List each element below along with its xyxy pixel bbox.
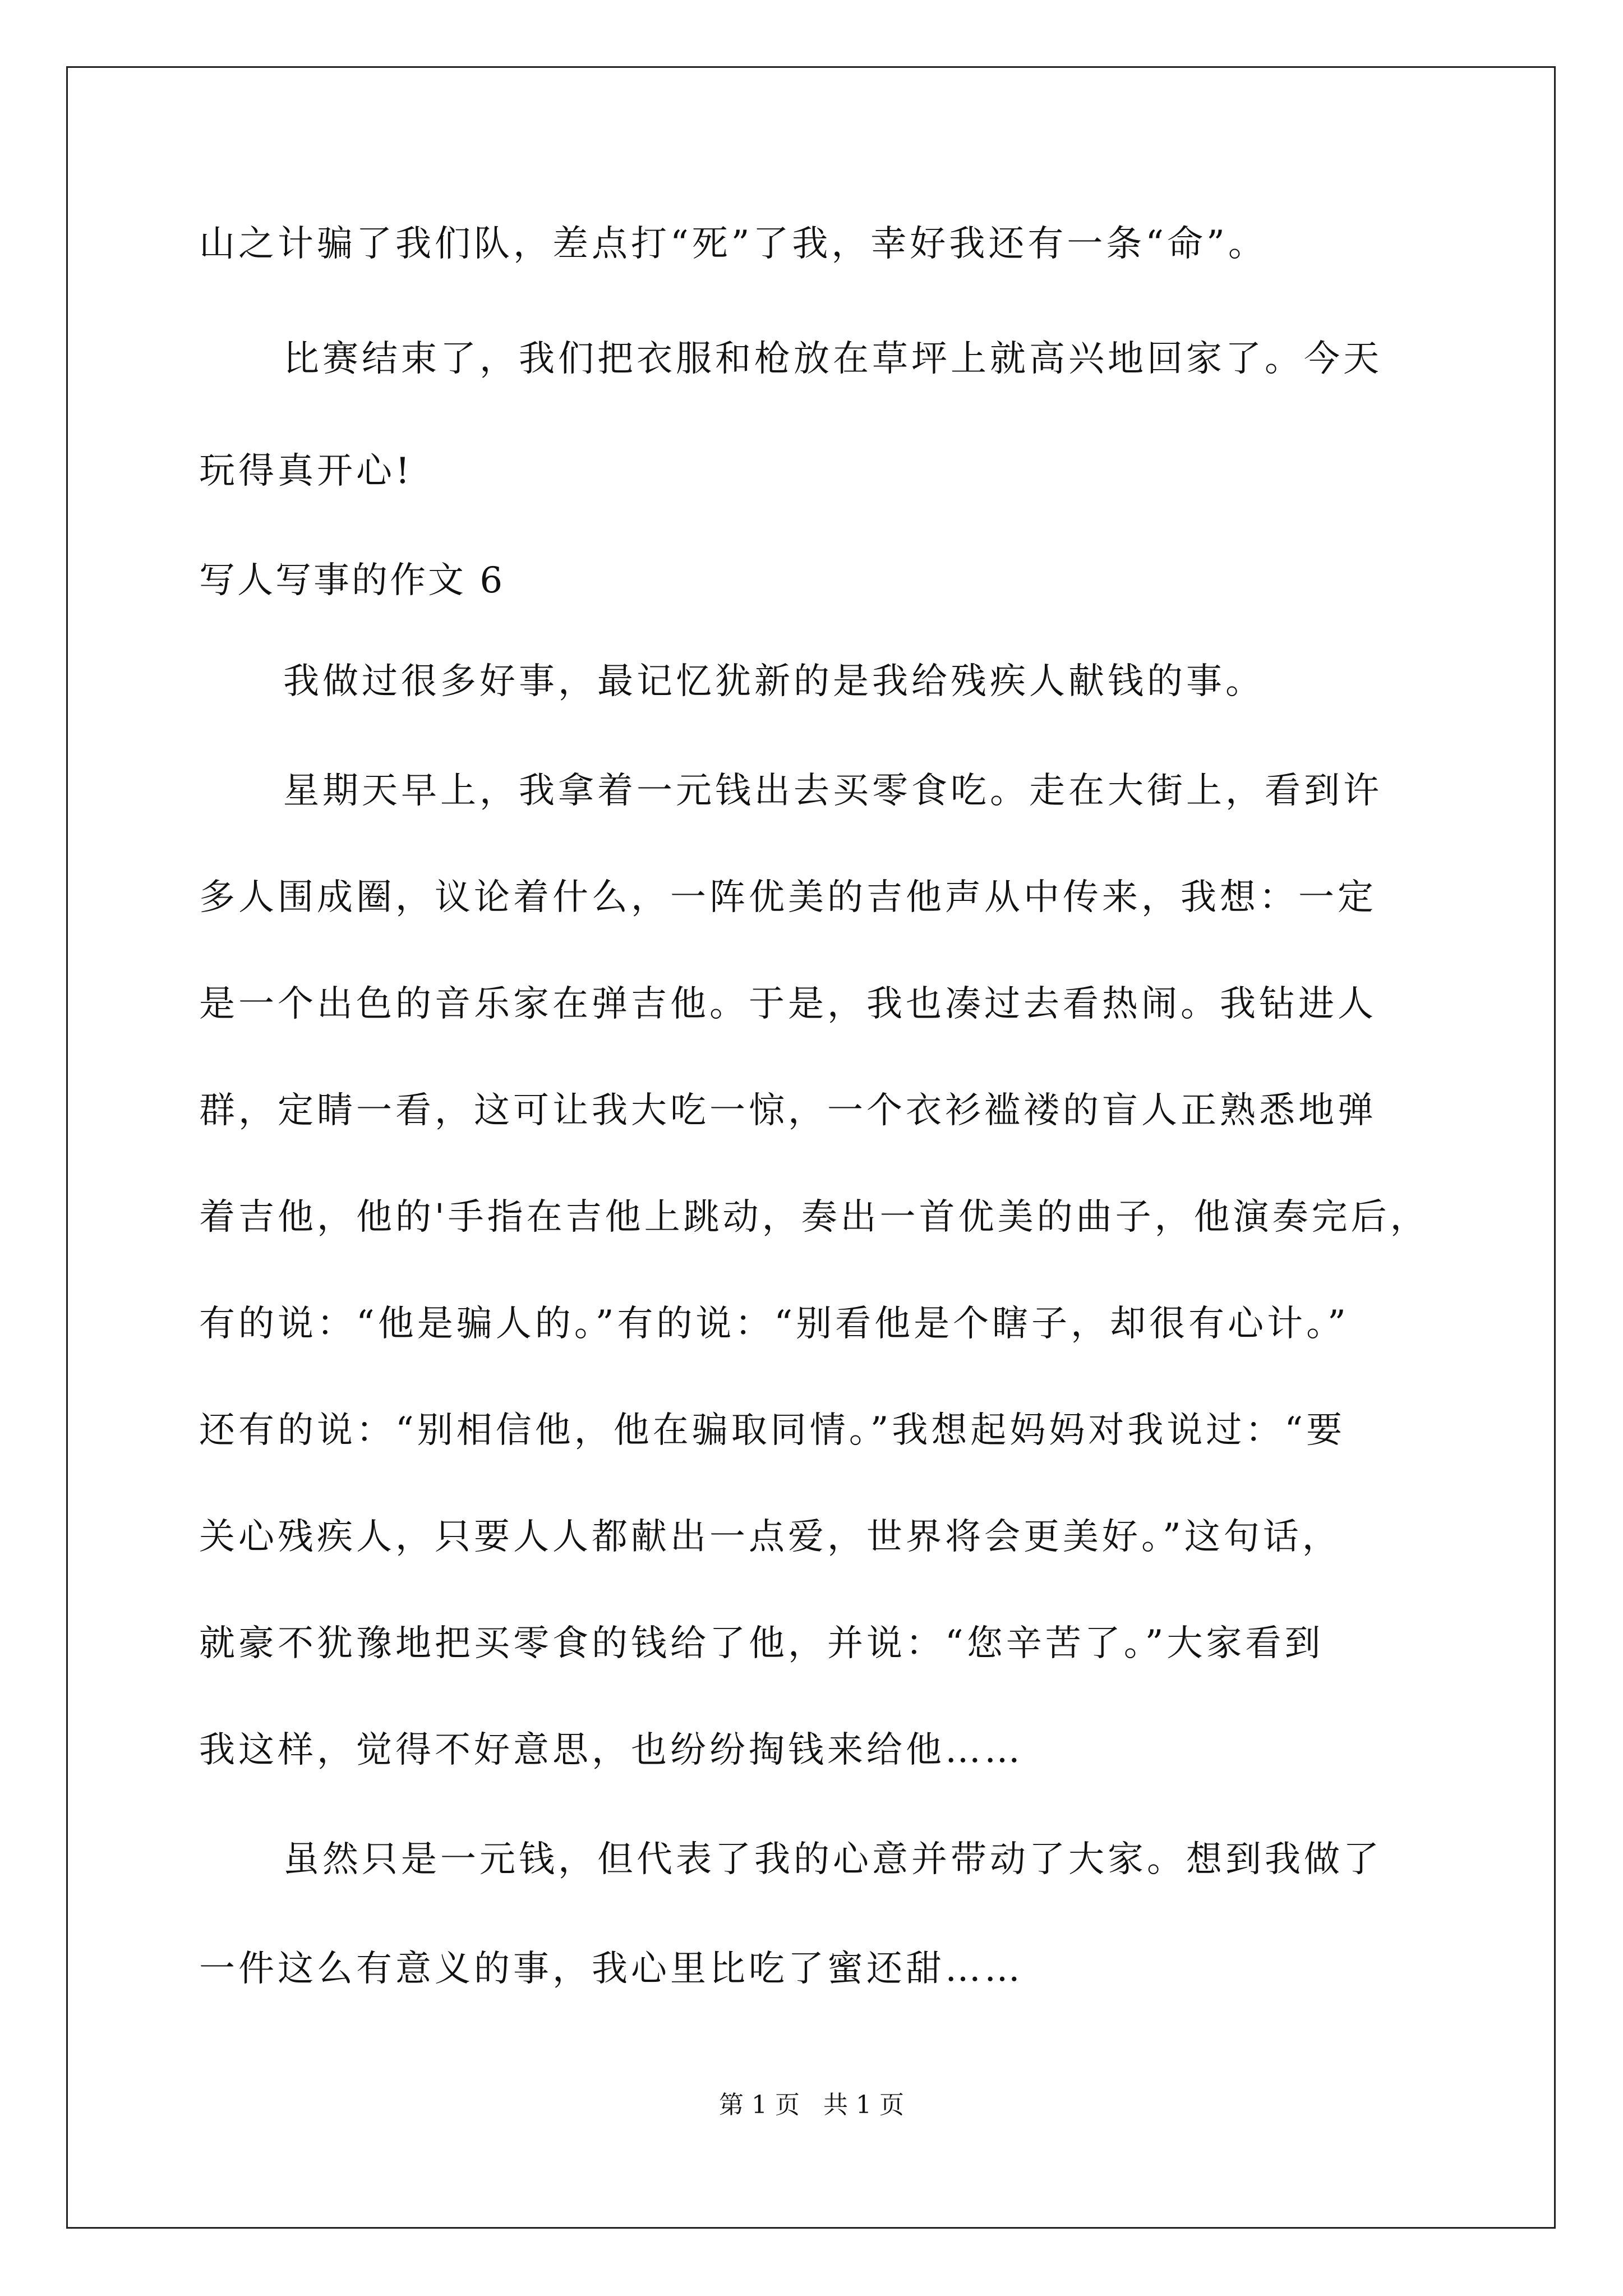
paragraph-line: 多人围成圈，议论着什么，一阵优美的吉他声从中传来，我想：一定 xyxy=(199,877,1377,918)
paragraph-line: 山之计骗了我们队，差点打“死”了我，幸好我还有一条“命”。 xyxy=(199,223,1267,265)
paragraph-line: 着吉他，他的'手指在吉他上跳动，奏出一首优美的曲子，他演奏完后， xyxy=(199,1197,1430,1238)
page-footer: 第 1 页 共 1 页 xyxy=(719,2091,904,2119)
page-border xyxy=(66,66,1556,2229)
paragraph-line: 我做过很多好事，最记忆犹新的是我给残疾人献钱的事。 xyxy=(283,661,1265,702)
paragraph-line: 有的说：“他是骗人的。”有的说：“别看他是个瞎子，却很有心计。” xyxy=(199,1303,1349,1345)
paragraph-line: 就豪不犹豫地把买零食的钱给了他，并说：“您辛苦了。”大家看到 xyxy=(199,1623,1324,1664)
paragraph-line: 是一个出色的音乐家在弹吉他。于是，我也凑过去看热闹。我钻进人 xyxy=(199,983,1377,1025)
paragraph-line: 星期天早上，我拿着一元钱出去买零食吃。走在大街上，看到许 xyxy=(283,770,1382,812)
section-heading: 写人写事的作文 6 xyxy=(199,560,505,601)
paragraph-line: 关心残疾人，只要人人都献出一点爱，世界将会更美好。”这句话， xyxy=(199,1516,1341,1558)
paragraph-line: 群，定睛一看，这可让我大吃一惊，一个衣衫褴褛的盲人正熟悉地弹 xyxy=(199,1090,1377,1131)
paragraph-line: 比赛结束了，我们把衣服和枪放在草坪上就高兴地回家了。今天 xyxy=(283,338,1382,380)
paragraph-line: 玩得真开心! xyxy=(199,450,413,492)
paragraph-line: 还有的说：“别相信他，他在骗取同情。”我想起妈妈对我说过：“要 xyxy=(199,1410,1346,1451)
paragraph-line: 我这样，觉得不好意思，也纷纷掏钱来给他…… xyxy=(199,1729,1023,1771)
paragraph-line: 虽然只是一元钱，但代表了我的心意并带动了大家。想到我做了 xyxy=(283,1839,1382,1880)
paragraph-line: 一件这么有意义的事，我心里比吃了蜜还甜…… xyxy=(199,1948,1023,1990)
